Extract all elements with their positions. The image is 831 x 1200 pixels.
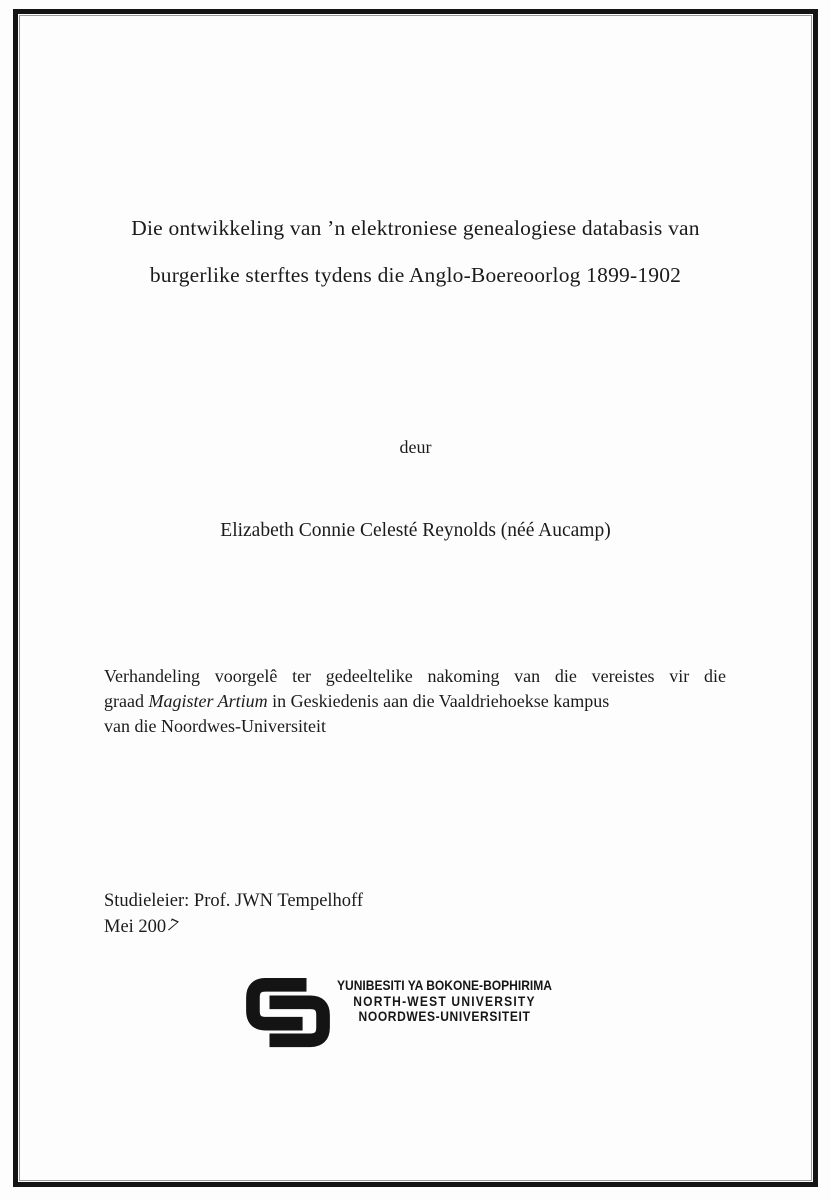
date-line xyxy=(104,914,363,940)
title-line-1: Die ontwikkeling van ’n elektroniese genealogiese databasis van xyxy=(131,216,700,240)
logo-line-english: NORTH-WEST UNIVERSITY xyxy=(353,992,536,1009)
nwu-logo-mark-icon xyxy=(244,976,332,1055)
supervisor-line: Studieleier: Prof. JWN Tempelhoff xyxy=(104,891,364,911)
statement-line-1: Verhandeling voorgelê ter gedeeltelike nakoming van die vereistes vir die xyxy=(104,666,726,686)
supervisor-date-block xyxy=(104,888,363,940)
title-line-2: burgerlike sterftes tydens die Anglo-Boereoorlog 1899-1902 xyxy=(149,263,682,287)
statement-line-2-pre: graad xyxy=(104,691,149,711)
date-prefix: Mei 200 xyxy=(104,917,167,937)
nwu-logo xyxy=(0,976,831,1055)
statement-line-3: van die Noordwes-Universiteit xyxy=(104,716,326,736)
statement-line-2 xyxy=(104,689,726,714)
statement-line-2-post: in Geskiedenis aan die Vaaldriehoekse kampus xyxy=(267,691,610,711)
degree-name-italic: Magister Artium xyxy=(148,691,268,711)
thesis-title xyxy=(70,205,761,299)
submission-statement xyxy=(104,664,726,739)
date-last-digit: 7 xyxy=(163,915,181,938)
nwu-logo-text xyxy=(337,978,552,1025)
author-name: Elizabeth Connie Celesté Reynolds (néé Aucamp) xyxy=(220,520,611,541)
logo-line-afrikaans: NOORDWES-UNIVERSITEIT xyxy=(358,1008,531,1024)
byline-deur: deur xyxy=(399,437,432,457)
logo-line-setswana: YUNIBESITI YA BOKONE-BOPHIRIMA xyxy=(337,977,552,993)
